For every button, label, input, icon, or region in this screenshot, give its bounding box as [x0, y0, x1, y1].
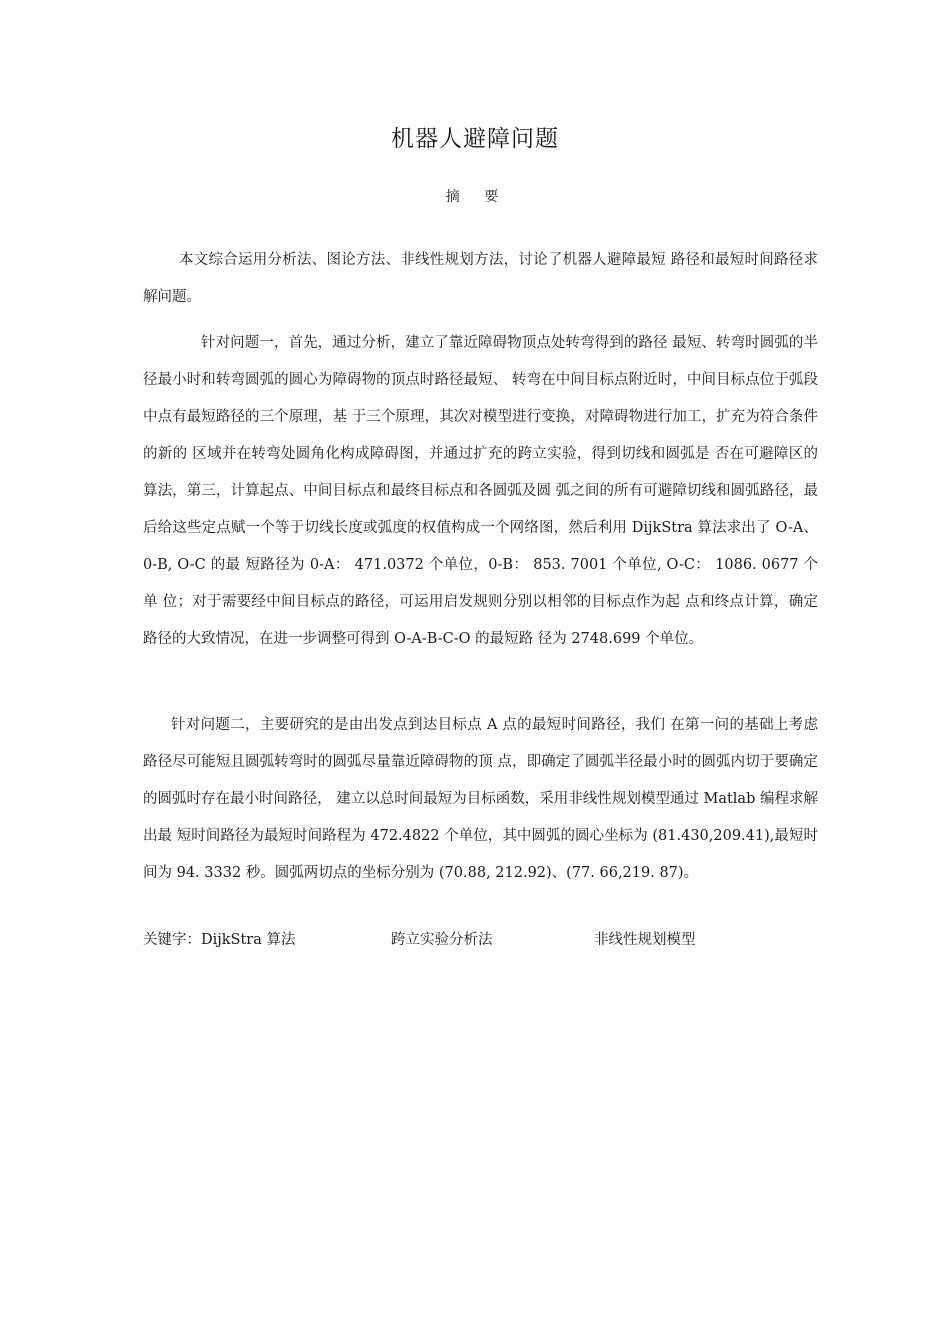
abstract-heading: 摘 要	[445, 189, 505, 205]
keyword-2: 跨立实验分析法	[391, 932, 493, 948]
keywords-label: 关键字：	[143, 932, 201, 948]
keyword-text: DijkStra 算法	[201, 932, 296, 948]
keyword-3: 非线性规划模型	[594, 932, 696, 948]
abstract-paragraph-2: 针对问题一，首先，通过分析，建立了靠近障碍物顶点处转弯得到的路径 最短、转弯时圆弧的半径最小时和转弯圆弧的圆心为障碍物的顶点时路径最短、 转弯在中间目标点附近时，中间目标点位于弧段中点有最短路径的三个原理，基 于三个原理，其次对模型进行变换，对障碍物进行加工，扩充为符合条件的新的 区域并在转弯处圆角化构成障碍图，并通过扩充的跨立实验，得到切线和圆弧是 否在可避障区的算法，第三，计算起点、中间目标点和最终目标点和各圆弧及圆 弧之间的所有可避障切线和圆弧路径，最后给这些定点赋一个等于切线长度或弧度的权值构成一个网络图，然后利用 DijkStra 算法求出了 O-A、0-B, O-C 的最 短路径为 0-A： 471.0372 个单位，0-B： 853. 7001 个单位, O-C： 1086. 0677 个单 位；对于需要经中间目标点的路径，可运用启发规则分别以相邻的目标点作为起 点和终点计算，确定路径的大致情况，在进一步调整可得到 O-A-B-C-O 的最短路 径为 2748.699 个单位。	[143, 334, 818, 647]
abstract-paragraph-1: 本文综合运用分析法、图论方法、非线性规划方法，讨论了机器人避障最短 路径和最短时间路径求解问题。	[143, 251, 818, 305]
page-title: 机器人避障问题	[391, 126, 559, 152]
keyword-1	[143, 922, 296, 959]
abstract-paragraph-3: 针对问题二，主要研究的是由出发点到达目标点 A 点的最短时间路径，我们 在第一问的基础上考虑路径尽可能短且圆弧转弯时的圆弧尽量靠近障碍物的顶 点，即确定了圆弧半径最小时的圆弧内切于要确定的圆弧时存在最小时间路径， 建立以总时间最短为目标函数，采用非线性规划模型通过 Matlab 编程求解出最 短时间路径为最短时间路程为 472.4822 个单位，其中圆弧的圆心坐标为 (81.430,209.41),最短时间为 94. 3332 秒。圆弧两切点的坐标分别为 (70.88, 212.92)、(77. 66,219. 87)。	[143, 716, 818, 881]
